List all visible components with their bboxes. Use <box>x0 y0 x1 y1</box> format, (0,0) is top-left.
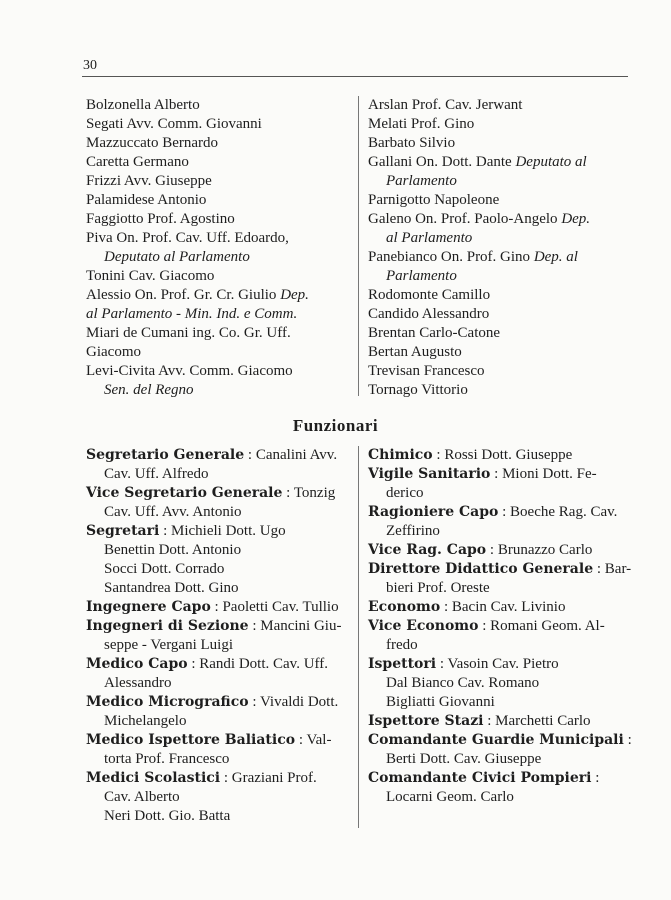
official-entry: Direttore Didattico Generale : Bar- <box>368 561 632 577</box>
list-item: Tonini Cav. Giacomo <box>86 268 215 284</box>
official-entry: Segretari : Michieli Dott. Ugo <box>86 523 286 539</box>
official-entry-cont: Santandrea Dott. Gino <box>104 580 239 596</box>
official-entry-cont: derico <box>386 485 424 501</box>
list-item: Caretta Germano <box>86 154 189 170</box>
official-entry-cont: Cav. Uff. Alfredo <box>104 466 209 482</box>
official-entry: Comandante Civici Pompieri : <box>368 770 600 786</box>
list-item: Palamidese Antonio <box>86 192 207 208</box>
list-item: Bolzonella Alberto <box>86 97 200 113</box>
official-entry-cont: Bigliatti Giovanni <box>386 694 495 710</box>
official-entry: Vice Economo : Romani Geom. Al- <box>368 618 605 634</box>
official-entry: Medico Micrografico : Vivaldi Dott. <box>86 694 339 710</box>
official-entry: Ispettore Stazi : Marchetti Carlo <box>368 713 591 729</box>
official-entry-cont: Socci Dott. Corrado <box>104 561 225 577</box>
official-entry-cont: Alessandro <box>104 675 172 691</box>
list-item-note: Deputato al Parlamento <box>104 249 250 265</box>
list-item-note: al Parlamento <box>386 230 473 246</box>
top-rule <box>82 76 628 77</box>
official-entry-cont: Cav. Uff. Avv. Antonio <box>104 504 242 520</box>
list-item: Candido Alessandro <box>368 306 490 322</box>
official-entry-cont: bieri Prof. Oreste <box>386 580 490 596</box>
list-item: Alessio On. Prof. Gr. Cr. Giulio Dep. <box>86 287 309 303</box>
list-item: Panebianco On. Prof. Gino Dep. al <box>368 249 578 265</box>
column-divider-top <box>358 96 359 396</box>
official-entry: Comandante Guardie Municipali : <box>368 732 632 748</box>
official-entry-cont: Locarni Geom. Carlo <box>386 789 514 805</box>
list-item: Piva On. Prof. Cav. Uff. Edoardo, <box>86 230 289 246</box>
official-entry-cont: Cav. Alberto <box>104 789 180 805</box>
list-item-note: Parlamento <box>386 268 457 284</box>
list-item: Barbato Silvio <box>368 135 456 151</box>
list-item: Miari de Cumani ing. Co. Gr. Uff. <box>86 325 291 341</box>
official-entry: Vigile Sanitario : Mioni Dott. Fe- <box>368 466 597 482</box>
list-item: Mazzuccato Bernardo <box>86 135 219 151</box>
official-entry: Segretario Generale : Canalini Avv. <box>86 447 338 463</box>
official-entry-cont: Neri Dott. Gio. Batta <box>104 808 231 824</box>
list-item: Galeno On. Prof. Paolo-Angelo Dep. <box>368 211 591 227</box>
list-item: Frizzi Avv. Giuseppe <box>86 173 212 189</box>
list-item: Parnigotto Napoleone <box>368 192 500 208</box>
list-item: Arslan Prof. Cav. Jerwant <box>368 97 523 113</box>
list-item: Rodomonte Camillo <box>368 287 491 303</box>
list-item: Gallani On. Dott. Dante Deputato al <box>368 154 587 170</box>
list-item: Faggiotto Prof. Agostino <box>86 211 235 227</box>
official-entry: Vice Rag. Capo : Brunazzo Carlo <box>368 542 593 558</box>
page-number: 30 <box>83 58 97 73</box>
list-item-note: al Parlamento - Min. Ind. e Comm. <box>86 306 298 322</box>
members-right-column <box>368 96 638 400</box>
official-entry-cont: fredo <box>386 637 418 653</box>
official-entry: Ragioniere Capo : Boeche Rag. Cav. <box>368 504 618 520</box>
officials-right-column <box>368 446 638 807</box>
official-entry: Medico Ispettore Baliatico : Val- <box>86 732 332 748</box>
official-entry: Ingegneri di Sezione : Mancini Giu- <box>86 618 342 634</box>
list-item: Giacomo <box>86 344 141 360</box>
section-title: Funzionari <box>292 416 379 435</box>
list-item: Brentan Carlo-Catone <box>368 325 501 341</box>
list-item: Tornago Vittorio <box>368 382 468 398</box>
official-entry: Chimico : Rossi Dott. Giuseppe <box>368 447 573 463</box>
list-item: Levi-Civita Avv. Comm. Giacomo <box>86 363 293 379</box>
official-entry: Vice Segretario Generale : Tonzig <box>86 485 336 501</box>
official-entry-cont: Michelangelo <box>104 713 187 729</box>
list-item-note: Sen. del Regno <box>104 382 194 398</box>
list-item: Melati Prof. Gino <box>368 116 475 132</box>
official-entry-cont: Zeffirino <box>386 523 440 539</box>
official-entry-cont: Berti Dott. Cav. Giuseppe <box>386 751 542 767</box>
official-entry-cont: seppe - Vergani Luigi <box>104 637 234 653</box>
list-item: Segati Avv. Comm. Giovanni <box>86 116 262 132</box>
officials-left-column <box>86 446 352 826</box>
official-entry: Ingegnere Capo : Paoletti Cav. Tullio <box>86 599 339 615</box>
list-item-note: Parlamento <box>386 173 457 189</box>
official-entry-cont: torta Prof. Francesco <box>104 751 230 767</box>
list-item: Trevisan Francesco <box>368 363 485 379</box>
official-entry: Ispettori : Vasoin Cav. Pietro <box>368 656 559 672</box>
official-entry-cont: Benettin Dott. Antonio <box>104 542 242 558</box>
official-entry: Medici Scolastici : Graziani Prof. <box>86 770 317 786</box>
official-entry-cont: Dal Bianco Cav. Romano <box>386 675 540 691</box>
official-entry: Economo : Bacin Cav. Livinio <box>368 599 566 615</box>
column-divider-bottom <box>358 446 359 828</box>
members-left-column <box>86 96 352 400</box>
list-item: Bertan Augusto <box>368 344 462 360</box>
official-entry: Medico Capo : Randi Dott. Cav. Uff. <box>86 656 329 672</box>
